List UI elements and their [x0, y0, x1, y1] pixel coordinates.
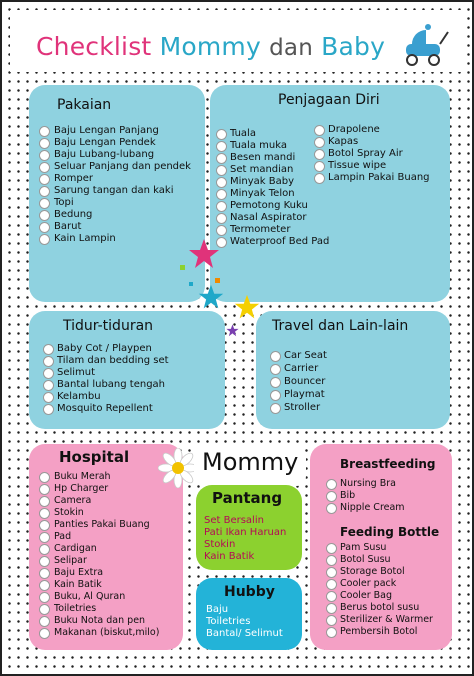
checkbox-icon[interactable] — [39, 592, 50, 603]
checkbox-icon[interactable] — [216, 129, 227, 140]
hubby-item: Baju — [206, 604, 229, 615]
star-icon — [234, 294, 260, 320]
checkbox-icon[interactable] — [314, 137, 325, 148]
checkbox-icon[interactable] — [39, 556, 50, 567]
checkbox-icon[interactable] — [216, 165, 227, 176]
tidur-panel — [29, 311, 225, 429]
penjagaan-left-list — [216, 128, 329, 248]
pakaian-item[interactable]: Seluar Panjang dan pendek — [39, 161, 191, 173]
pantang-item: Kain Batik — [204, 551, 255, 562]
hospital-item[interactable]: Buku, Al Quran — [39, 591, 159, 603]
feeding-item[interactable]: Pam Susu — [326, 542, 433, 554]
checkbox-icon[interactable] — [326, 579, 337, 590]
breastfeeding-item[interactable]: Bib — [326, 490, 405, 502]
feeding-item[interactable]: Cooler pack — [326, 578, 433, 590]
travel-list — [270, 349, 327, 414]
checkbox-icon[interactable] — [326, 627, 337, 638]
title-area — [10, 10, 466, 72]
penjagaan-title: Penjagaan Diri — [278, 92, 380, 108]
pakaian-item[interactable]: Baju Lengan Panjang — [39, 125, 191, 137]
checkbox-icon[interactable] — [314, 125, 325, 136]
feeding-item[interactable]: Storage Botol — [326, 566, 433, 578]
tidur-list — [43, 343, 169, 415]
pakaian-item[interactable]: Bedung — [39, 209, 191, 221]
checkbox-icon[interactable] — [326, 591, 337, 602]
penjagaan-panel — [210, 85, 450, 302]
breastfeeding-panel — [310, 444, 452, 650]
checkbox-icon[interactable] — [326, 543, 337, 554]
tidur-item[interactable]: Tilam dan bedding set — [43, 355, 169, 367]
feeding-title: Feeding Bottle — [340, 525, 440, 539]
hospital-item[interactable]: Toiletries — [39, 603, 159, 615]
pantang-item: Pati Ikan Haruan — [204, 527, 287, 538]
hospital-item[interactable]: Makanan (biskut,milo) — [39, 627, 159, 639]
penjagaan-right-list — [314, 124, 430, 184]
checkbox-icon[interactable] — [43, 356, 54, 367]
breastfeeding-item[interactable]: Nipple Cream — [326, 502, 405, 514]
tidur-item[interactable]: Mosquito Repellent — [43, 403, 169, 415]
pantang-item: Set Bersalin — [204, 515, 264, 526]
confetti-dot — [215, 278, 220, 283]
checkbox-icon[interactable] — [216, 189, 227, 200]
pakaian-item[interactable]: Barut — [39, 221, 191, 233]
checkbox-icon[interactable] — [270, 403, 281, 414]
hospital-list — [39, 471, 159, 639]
checkbox-icon[interactable] — [326, 567, 337, 578]
checkbox-icon[interactable] — [39, 198, 50, 209]
penjagaan-item[interactable]: Besen mandi — [216, 152, 329, 164]
travel-title: Travel dan Lain-lain — [272, 318, 409, 334]
hospital-item[interactable]: Kain Batik — [39, 579, 159, 591]
hospital-item[interactable]: Stokin — [39, 507, 159, 519]
title-word-checklist: Checklist — [36, 32, 152, 61]
penjagaan-item[interactable]: Minyak Baby — [216, 176, 329, 188]
checkbox-icon[interactable] — [39, 186, 50, 197]
checkbox-icon[interactable] — [43, 368, 54, 379]
pantang-list — [204, 515, 286, 563]
pakaian-title: Pakaian — [57, 97, 112, 113]
penjagaan-item[interactable]: Drapolene — [314, 124, 430, 136]
checkbox-icon[interactable] — [326, 555, 337, 566]
checkbox-icon[interactable] — [326, 603, 337, 614]
tidur-item[interactable]: Baby Cot / Playpen — [43, 343, 169, 355]
travel-item[interactable]: Bouncer — [270, 375, 327, 388]
tidur-item[interactable]: Bantal lubang tengah — [43, 379, 169, 391]
checkbox-icon[interactable] — [43, 404, 54, 415]
title-word-baby: Baby — [321, 32, 386, 61]
confetti-dot — [189, 282, 193, 286]
feeding-item[interactable]: Berus botol susu — [326, 602, 433, 614]
penjagaan-item[interactable]: Lampin Pakai Buang — [314, 172, 430, 184]
checkbox-icon[interactable] — [216, 201, 227, 212]
hubby-list — [206, 604, 283, 640]
title-word-dan: dan — [269, 35, 313, 61]
penjagaan-item[interactable]: Pemotong Kuku — [216, 200, 329, 212]
checkbox-icon[interactable] — [39, 210, 50, 221]
tidur-item[interactable]: Selimut — [43, 367, 169, 379]
breastfeeding-item[interactable]: Nursing Bra — [326, 478, 405, 490]
checkbox-icon[interactable] — [39, 150, 50, 161]
feeding-list — [326, 542, 433, 638]
checkbox-icon[interactable] — [314, 149, 325, 160]
pakaian-panel — [29, 85, 205, 302]
pakaian-item[interactable]: Baju Lubang-lubang — [39, 149, 191, 161]
checkbox-icon[interactable] — [39, 138, 50, 149]
checkbox-icon[interactable] — [39, 508, 50, 519]
hospital-item[interactable]: Pad — [39, 531, 159, 543]
checkbox-icon[interactable] — [43, 380, 54, 391]
checkbox-icon[interactable] — [39, 520, 50, 531]
feeding-item[interactable]: Pembersih Botol — [326, 626, 433, 638]
checkbox-icon[interactable] — [326, 491, 337, 502]
checkbox-icon[interactable] — [39, 616, 50, 627]
checkbox-icon[interactable] — [314, 173, 325, 184]
feeding-item[interactable]: Sterilizer & Warmer — [326, 614, 433, 626]
travel-item[interactable]: Car Seat — [270, 349, 327, 362]
flower-icon — [158, 448, 198, 488]
travel-item[interactable]: Playmat — [270, 388, 327, 401]
hospital-item[interactable]: Cardigan — [39, 543, 159, 555]
stroller-icon — [398, 20, 450, 68]
hospital-item[interactable]: Selipar — [39, 555, 159, 567]
checkbox-icon[interactable] — [39, 222, 50, 233]
mommy-label: Mommy — [202, 448, 299, 476]
penjagaan-item[interactable]: Tuala — [216, 128, 329, 140]
title-word-mommy: Mommy — [159, 32, 261, 61]
hubby-panel — [196, 578, 302, 650]
pantang-item: Stokin — [204, 539, 236, 550]
page-title — [36, 32, 385, 61]
penjagaan-item[interactable]: Set mandian — [216, 164, 329, 176]
checkbox-icon[interactable] — [39, 162, 50, 173]
checkbox-icon[interactable] — [39, 234, 50, 245]
checkbox-icon[interactable] — [326, 503, 337, 514]
hospital-title: Hospital — [59, 448, 130, 466]
checkbox-icon[interactable] — [39, 174, 50, 185]
confetti-dot — [180, 265, 185, 270]
breastfeeding-title: Breastfeeding — [340, 457, 436, 471]
star-icon — [226, 324, 239, 337]
checkbox-icon[interactable] — [270, 351, 281, 362]
mommy-area — [194, 446, 306, 486]
tidur-title: Tidur-tiduran — [63, 318, 154, 334]
hospital-item[interactable]: Panties Pakai Buang — [39, 519, 159, 531]
checkbox-icon[interactable] — [39, 126, 50, 137]
checkbox-icon[interactable] — [270, 390, 281, 401]
hospital-item[interactable]: Buku Merah — [39, 471, 159, 483]
star-icon — [188, 238, 220, 270]
hospital-item[interactable]: Hp Charger — [39, 483, 159, 495]
penjagaan-item[interactable]: Minyak Telon — [216, 188, 329, 200]
feeding-item[interactable]: Botol Susu — [326, 554, 433, 566]
penjagaan-item[interactable]: Kapas — [314, 136, 430, 148]
penjagaan-item[interactable]: Botol Spray Air — [314, 148, 430, 160]
tidur-item[interactable]: Kelambu — [43, 391, 169, 403]
pantang-panel — [196, 485, 302, 570]
checkbox-icon[interactable] — [39, 544, 50, 555]
pakaian-item[interactable]: Baju Lengan Pendek — [39, 137, 191, 149]
checkbox-icon[interactable] — [314, 161, 325, 172]
penjagaan-item[interactable]: Tissue wipe — [314, 160, 430, 172]
checkbox-icon[interactable] — [39, 532, 50, 543]
checkbox-icon[interactable] — [43, 392, 54, 403]
checkbox-icon[interactable] — [39, 484, 50, 495]
pakaian-item[interactable]: Sarung tangan dan kaki — [39, 185, 191, 197]
penjagaan-item[interactable]: Nasal Aspirator — [216, 212, 329, 224]
penjagaan-item[interactable]: Waterproof Bed Pad — [216, 236, 329, 248]
checkbox-icon[interactable] — [39, 580, 50, 591]
penjagaan-item[interactable]: Termometer — [216, 224, 329, 236]
checkbox-icon[interactable] — [39, 604, 50, 615]
travel-item[interactable]: Stroller — [270, 401, 327, 414]
checkbox-icon[interactable] — [216, 225, 227, 236]
hospital-item[interactable]: Buku Nota dan pen — [39, 615, 159, 627]
pantang-title: Pantang — [212, 489, 283, 507]
travel-item[interactable]: Carrier — [270, 362, 327, 375]
hubby-item: Toiletries — [206, 616, 251, 627]
checkbox-icon[interactable] — [216, 141, 227, 152]
checkbox-icon[interactable] — [39, 568, 50, 579]
checkbox-icon[interactable] — [270, 364, 281, 375]
breastfeeding-list — [326, 478, 405, 514]
checkbox-icon[interactable] — [216, 153, 227, 164]
hospital-item[interactable]: Baju Extra — [39, 567, 159, 579]
checkbox-icon[interactable] — [270, 377, 281, 388]
checkbox-icon[interactable] — [39, 472, 50, 483]
checkbox-icon[interactable] — [326, 479, 337, 490]
checkbox-icon[interactable] — [43, 344, 54, 355]
checkbox-icon[interactable] — [326, 615, 337, 626]
pakaian-item[interactable]: Romper — [39, 173, 191, 185]
feeding-item[interactable]: Cooler Bag — [326, 590, 433, 602]
travel-panel — [256, 311, 450, 429]
hospital-item[interactable]: Camera — [39, 495, 159, 507]
hubby-title: Hubby — [224, 584, 275, 600]
penjagaan-item[interactable]: Tuala muka — [216, 140, 329, 152]
pakaian-list — [39, 125, 191, 245]
star-icon — [198, 284, 224, 310]
checkbox-icon[interactable] — [216, 213, 227, 224]
checkbox-icon[interactable] — [39, 496, 50, 507]
checkbox-icon[interactable] — [39, 628, 50, 639]
pakaian-item[interactable]: Kain Lampin — [39, 233, 191, 245]
pakaian-item[interactable]: Topi — [39, 197, 191, 209]
checkbox-icon[interactable] — [216, 177, 227, 188]
hubby-item: Bantal/ Selimut — [206, 628, 283, 639]
